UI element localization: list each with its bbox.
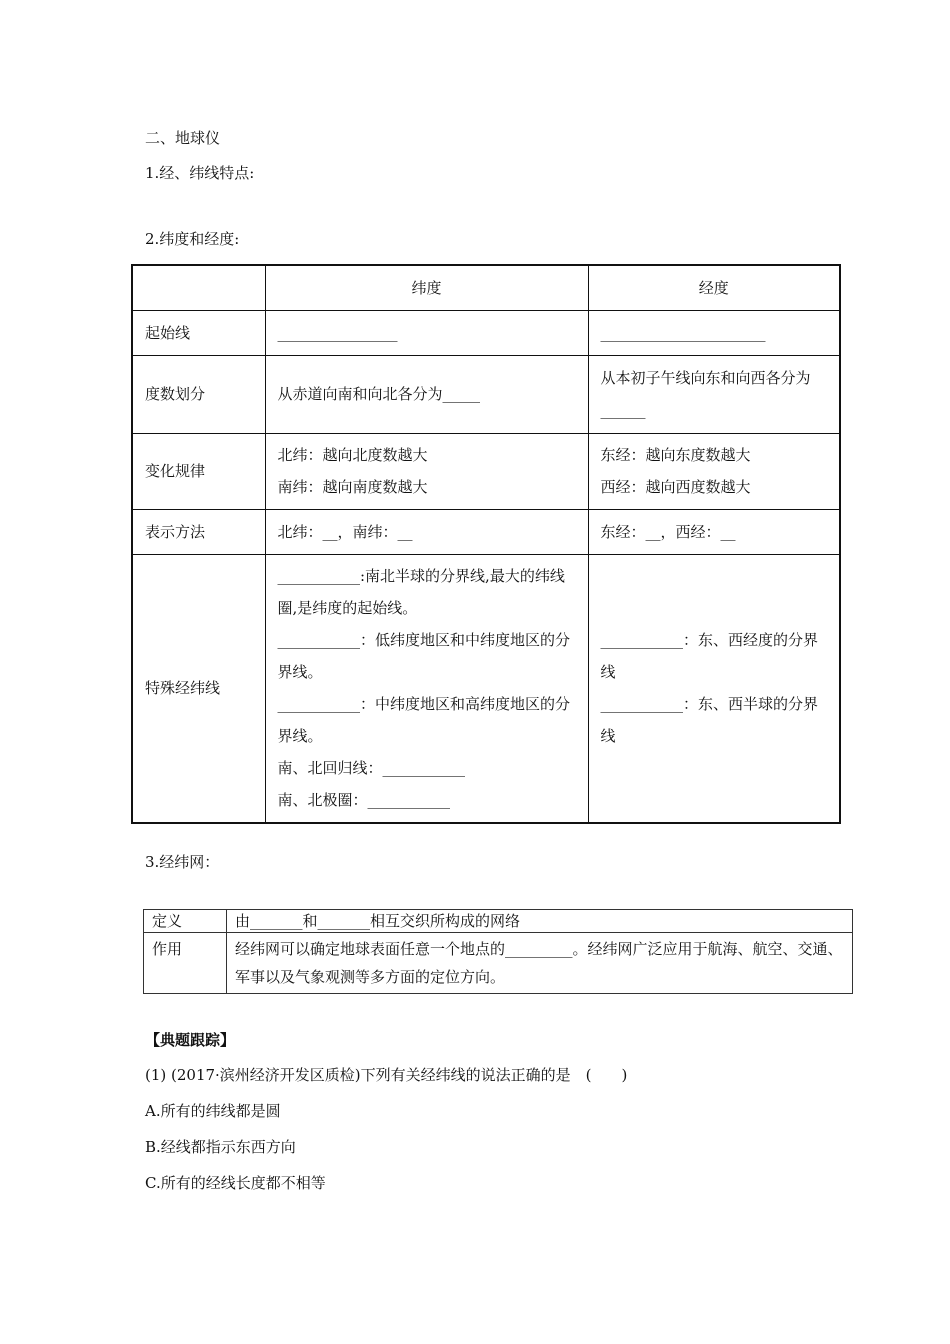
graticule-table	[143, 909, 853, 994]
table-row	[132, 355, 840, 433]
division-latitude: 从赤道向南和向北各分为_____	[265, 355, 588, 433]
change-latitude	[265, 433, 588, 509]
practice-question: (1) (2017·滨州经济开发区质检)下列有关经纬线的说法正确的是 ( )	[145, 1066, 628, 1084]
table-row	[144, 910, 853, 933]
change-longitude	[588, 433, 840, 509]
function-label: 作用	[144, 933, 227, 994]
change-latitude-south: 南纬：越向南度数越大	[277, 478, 428, 496]
option-c: C.所有的经线长度都不相等	[145, 1174, 326, 1192]
table-row	[132, 554, 840, 823]
function-text: 经纬网可以确定地球表面任意一个地点的_________。经纬网广泛应用于航海、航空、交通、军事以及气象观测等多方面的定位方向。	[227, 933, 853, 994]
table-row	[132, 509, 840, 554]
row-label-notation: 表示方法	[132, 509, 265, 554]
notation-longitude: 东经：__，西经：__	[588, 509, 840, 554]
latitude-longitude-table	[131, 264, 841, 824]
special-lat-low-mid: ___________：低纬度地区和中纬度地区的分界线。	[277, 631, 571, 682]
notation-latitude: 北纬：__，南纬：__	[265, 509, 588, 554]
row-label-change: 变化规律	[132, 433, 265, 509]
division-longitude	[588, 355, 840, 433]
change-latitude-north: 北纬：越向北度数越大	[277, 446, 428, 464]
special-lat-mid-high: ___________：中纬度地区和高纬度地区的分界线。	[277, 695, 571, 746]
definition-label: 定义	[144, 910, 227, 933]
special-lat-equator: ___________:南北半球的分界线,最大的纬线圈,是纬度的起始线。	[277, 567, 565, 618]
item-2-heading: 2.纬度和经度:	[145, 230, 240, 248]
option-a: A.所有的纬线都是圆	[145, 1102, 281, 1120]
header-empty-cell	[132, 265, 265, 310]
change-longitude-west: 西经：越向西度数越大	[600, 478, 751, 496]
option-b: B.经线都指示东西方向	[145, 1138, 296, 1156]
row-label-division: 度数划分	[132, 355, 265, 433]
special-lon-hemispheres: ___________：东、西半球的分界线	[600, 695, 819, 746]
change-longitude-east: 东经：越向东度数越大	[600, 446, 751, 464]
item-3-heading: 3.经纬网：	[145, 853, 220, 871]
table-header-row	[132, 265, 840, 310]
table-row	[132, 433, 840, 509]
special-latitude	[265, 554, 588, 823]
table-row	[132, 310, 840, 355]
special-lat-polar-circles: 南、北极圈：___________	[277, 791, 451, 810]
definition-text: 由_______和_______相互交织所构成的网络	[227, 910, 853, 933]
division-longitude-text: 从本初子午线向东和向西各分为______	[600, 369, 811, 419]
item-1-heading: 1.经、纬线特点:	[145, 164, 255, 182]
section-title: 二、地球仪	[145, 129, 221, 147]
table-row	[144, 933, 853, 994]
header-latitude: 纬度	[265, 265, 588, 310]
header-longitude: 经度	[588, 265, 840, 310]
special-lat-tropics: 南、北回归线：___________	[277, 759, 466, 778]
row-label-special: 特殊经纬线	[132, 554, 265, 823]
practice-heading: 【典题跟踪】	[145, 1031, 236, 1049]
start-line-longitude-blank: ______________________	[588, 310, 840, 355]
row-label-start-line: 起始线	[132, 310, 265, 355]
start-line-latitude-blank: ________________	[265, 310, 588, 355]
special-lon-east-west: ___________：东、西经度的分界线	[600, 631, 819, 682]
special-longitude	[588, 554, 840, 823]
